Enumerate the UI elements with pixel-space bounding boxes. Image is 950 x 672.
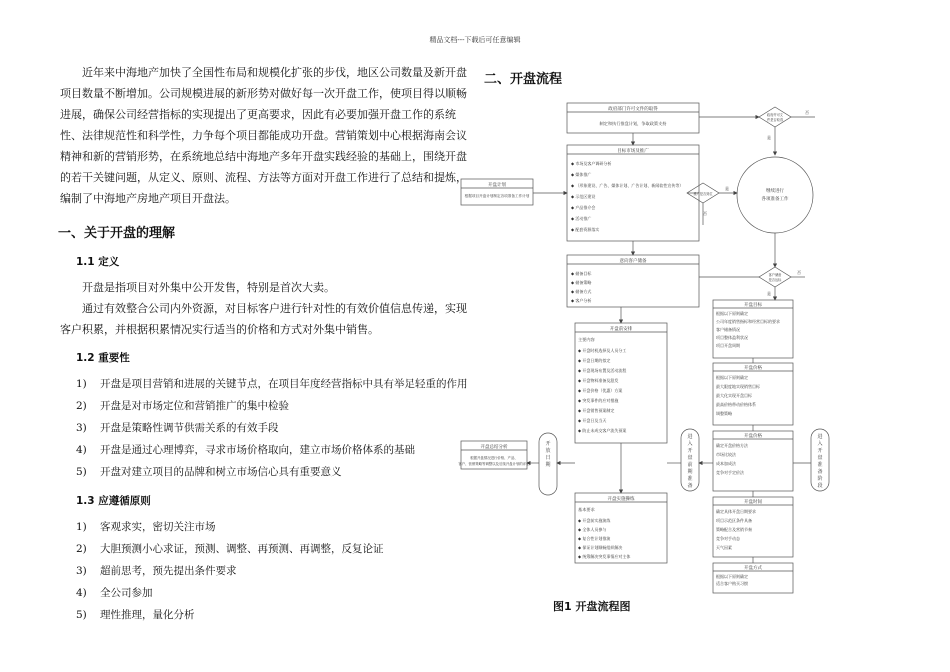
right4-item: 策略配合及营销节奏 — [716, 527, 752, 532]
importance-item — [76, 439, 470, 461]
principle-number: 5) — [76, 609, 87, 621]
vert-mid-text: 入 — [687, 441, 693, 447]
s11-p1: 开盘是指项目对外集中公开发售，特别是首次大卖。 — [82, 281, 335, 294]
detail-item: ◆ 开盘物料准备及派发 — [578, 378, 619, 383]
circle-text: 各项准备工作 — [761, 197, 789, 202]
principle-number: 3) — [76, 565, 87, 577]
principle-item — [76, 538, 470, 560]
permit-title: 政府部门许可文件的取得 — [608, 107, 658, 112]
circle-continue — [737, 157, 813, 233]
right3-item: 市场比较法 — [716, 452, 736, 457]
diamond-customer — [759, 267, 791, 287]
right1-item: 项目整体盈利状况 — [716, 335, 748, 340]
detail-item: ◆ 开盘时机选择及人员分工 — [578, 348, 627, 353]
principle-text: 全公司参加 — [100, 587, 153, 599]
vert-mid-text: 备 — [687, 483, 693, 489]
importance-text: 开盘是项目营销和进展的关键节点，在项目年度经营指标中具有举足轻重的作用 — [100, 378, 468, 390]
right3-title: 开盘价格 — [744, 434, 762, 439]
principle-number: 1) — [76, 521, 87, 533]
vert-mid-text: 期 — [687, 469, 693, 475]
flowchart — [455, 95, 850, 595]
right2-title: 开盘价格 — [744, 366, 762, 371]
vert-left-text: 期 — [545, 462, 551, 468]
detail-item: ◆ 开盘价格（优惠）方案 — [578, 388, 623, 393]
right2-item: 最高价格带动价格体系 — [716, 402, 756, 407]
figure-caption: 图1 开盘流程图 — [553, 600, 631, 613]
importance-text: 开盘是策略性调节供需关系的有效手段 — [100, 422, 279, 434]
importance-number: 1) — [76, 378, 87, 390]
review-title: 开盘总结分析 — [480, 445, 508, 450]
vert-right-text: 准 — [817, 462, 823, 468]
review-body: 客户、营销策略等调整以及后续开盘计划的评估 — [458, 462, 530, 466]
s12-title: 1.2 重要性 — [76, 352, 130, 364]
principle-text: 大胆预测小心求证，预测、调整、再预测、再调整，反复论证 — [100, 543, 384, 555]
importance-item — [76, 417, 470, 439]
right4-item: 竞争对手动态 — [716, 536, 740, 541]
exec-item: ◆ 复合性计划推演 — [578, 536, 611, 541]
right4-item: 天气因素 — [716, 545, 732, 550]
yes-label: 是 — [725, 186, 729, 191]
right2-item: 根据以下原则确定 — [716, 375, 748, 380]
s13-title: 1.3 应遵循原则 — [76, 495, 151, 507]
s11-p2: 通过有效整合公司内外资源，对目标客户进行针对性的有效价值信息传递，实现客户积累，并根据积累情况实行适当的价格和方式对外集中销售。 — [60, 302, 467, 336]
diamond1-text: 件是否取得 — [767, 118, 783, 122]
principle-number: 4) — [76, 587, 87, 599]
detail-sub: 主要内容 — [578, 337, 595, 342]
exec-item: ◆ 保证计划顺畅组织解决 — [578, 545, 623, 550]
promotion-title: 目标市场及推广 — [617, 149, 649, 154]
no-label: 否 — [805, 110, 809, 115]
vert-mid-text: 前 — [687, 462, 693, 468]
principle-text: 超前思考，预先提出条件要求 — [100, 565, 237, 577]
vert-right-text: 盘 — [817, 455, 823, 461]
exec-sub: 基本要求 — [578, 507, 595, 512]
circle-text: 继续进行 — [766, 189, 784, 194]
customer-item: ◆ 储备策略 — [571, 280, 592, 285]
exec-title: 开盘实施操练 — [607, 497, 635, 502]
plan-title: 开盘计划 — [488, 183, 506, 188]
detail-item: ◆ 开盘现场布置及活动流程 — [578, 368, 627, 373]
diamond-permit — [759, 107, 791, 127]
right1-item: 根据以下原则确定 — [716, 311, 748, 316]
promotion-item: ◆ 配套资源落实 — [571, 227, 600, 232]
diamond1-text: 政府许可文 — [767, 113, 783, 117]
exec-item: ◆ 开盘前实施演练 — [578, 518, 611, 523]
importance-list — [60, 373, 470, 483]
s11-title: 1.1 定义 — [76, 256, 120, 268]
right3-item: 成本加成法 — [716, 461, 736, 466]
right4-item: 确定具体开盘日期要求 — [716, 509, 756, 514]
left-column — [60, 62, 470, 626]
importance-text: 开盘是通过心理博弈，寻求市场价格取向，建立市场价格体系的基础 — [100, 444, 415, 456]
vert-right-text: 段 — [817, 483, 823, 489]
right1-title: 开盘目标 — [744, 303, 762, 308]
right4-item: 项目示范区条件具备 — [716, 518, 752, 523]
importance-item — [76, 461, 470, 483]
exec-item: ◆ 统筹解决突发事情应对主体 — [578, 554, 631, 559]
principles-list — [60, 516, 470, 626]
detail-item: ◆ 开盘日期的拟定 — [578, 358, 611, 363]
principle-item — [76, 516, 470, 538]
principle-item — [76, 582, 470, 604]
principle-text: 理性推理，量化分析 — [100, 609, 195, 621]
review-body: 根据开盘情况进行价格、产品、 — [470, 456, 518, 460]
detail-item: ◆ 开盘销售预案制定 — [578, 408, 615, 413]
importance-item — [76, 373, 470, 395]
vert-mid-text: 开 — [687, 448, 693, 454]
intro-paragraph: 近年来中海地产加快了全国性布局和规模化扩张的步伐，地区公司数量及新开盘项目数量不断增加。公司规模进展的新形势对做好每一次开盘工作，使项目得以顺畅进展，确保公司经营指标的实现提出了更高要求，因此有必要加强开盘工作的系统性、法律规范性和科学性，力争每个项目都能成功开盘。营销策划中心根据海南会议精神和新的营销形势，在系统地总结中海地产多年开盘实践经验的基础上，围绕开盘的若干关键问题，从定义、原则、流程、方法等方面对开盘工作进行了总结和提炼，编制了中海地产房地产项目开盘法。 — [60, 66, 467, 205]
vert-right-text: 阶 — [817, 476, 823, 482]
importance-number: 3) — [76, 422, 87, 434]
diamond2-text: 推广是否到位 — [693, 192, 713, 196]
right1-item: 项目开盘周期 — [716, 343, 740, 348]
no-label: 否 — [703, 211, 707, 216]
customer-item: ◆ 储备目标 — [571, 271, 592, 276]
vert-mid-text: 进 — [687, 434, 693, 440]
promotion-item: ◆ 活动推广 — [571, 216, 592, 221]
vert-left-text: 放 — [545, 448, 551, 454]
promotion-item: ◆ （形象建设、广告、媒体计划、广告计划、新闻软性宣传等） — [571, 183, 684, 188]
right2-item: 最大限度地实现销售目标 — [716, 384, 760, 389]
right2-item: 调整策略 — [716, 411, 732, 416]
vert-mid-text: 准 — [687, 476, 693, 482]
vert-left-text: 开 — [545, 441, 551, 447]
principle-text: 客观求实，密切关注市场 — [100, 521, 216, 533]
page-header: 精品文档---下载后可任意编辑 — [429, 36, 521, 44]
detail-title: 开盘前安排 — [609, 327, 633, 332]
right5-item: 适合客户购买习惯 — [716, 581, 748, 586]
promotion-item: ◆ 产品推介会 — [571, 205, 596, 210]
section2-title: 二、开盘流程 — [484, 72, 563, 87]
principle-item — [76, 560, 470, 582]
importance-number: 5) — [76, 466, 87, 478]
vert-right-text: 开 — [817, 448, 823, 454]
diamond3-text: 客户储备 — [768, 273, 782, 277]
customer-title: 意向客户储备 — [619, 259, 647, 264]
yes-label: 是 — [767, 291, 771, 296]
right1-item: 公司年度销售指标和经营目标的要求 — [716, 319, 780, 324]
exec-item: ◆ 全体人员参与 — [578, 527, 607, 532]
detail-item: ◆ 防止未成交客户流失预案 — [578, 428, 627, 433]
right3-item: 确定开盘价格方法 — [716, 443, 748, 448]
plan-body: 根据项目开盘计划制定各项准备工作计划 — [464, 194, 530, 198]
permit-body: 制定和执行推盘计划，争取政策支持 — [599, 121, 667, 126]
importance-number: 2) — [76, 400, 87, 412]
vert-right-text: 备 — [817, 469, 823, 475]
vert-left-text: 日 — [545, 455, 551, 461]
vert-mid-text: 盘 — [687, 455, 693, 461]
vert-right-text: 入 — [817, 441, 823, 447]
right4-title: 开盘时间 — [744, 500, 762, 505]
section1-title: 一、关于开盘的理解 — [58, 226, 176, 241]
promotion-item: ◆ 媒体推广 — [571, 172, 592, 177]
right5-title: 开盘方式 — [744, 566, 762, 571]
principle-item — [76, 604, 470, 626]
customer-item: ◆ 储备方式 — [571, 289, 592, 294]
importance-number: 4) — [76, 444, 87, 456]
importance-text: 开盘是对市场定位和营销推广的集中检验 — [100, 400, 289, 412]
right3-item: 竞争对手定价法 — [716, 470, 744, 475]
importance-text: 开盘对建立项目的品牌和树立市场信心具有重要意义 — [100, 466, 342, 478]
detail-item: ◆ 突发事件的应对措施 — [578, 398, 619, 403]
diamond3-text: 是否达标 — [768, 278, 782, 282]
yes-label: 是 — [767, 135, 771, 140]
no-label: 否 — [797, 270, 801, 275]
customer-item: ◆ 客户分析 — [571, 298, 592, 303]
right5-item: 根据以下原则确定 — [716, 574, 748, 579]
promotion-item: ◆ 市场及客户调研分析 — [571, 161, 612, 166]
detail-item: ◆ 开盘日及当天 — [578, 418, 607, 423]
promotion-item: ◆ 示范区建设 — [571, 194, 596, 199]
right2-item: 最大化实现开盘目标 — [716, 393, 752, 398]
vert-right-text: 进 — [817, 434, 823, 440]
principle-number: 2) — [76, 543, 87, 555]
right1-item: 客户储备情况 — [716, 327, 740, 332]
importance-item — [76, 395, 470, 417]
